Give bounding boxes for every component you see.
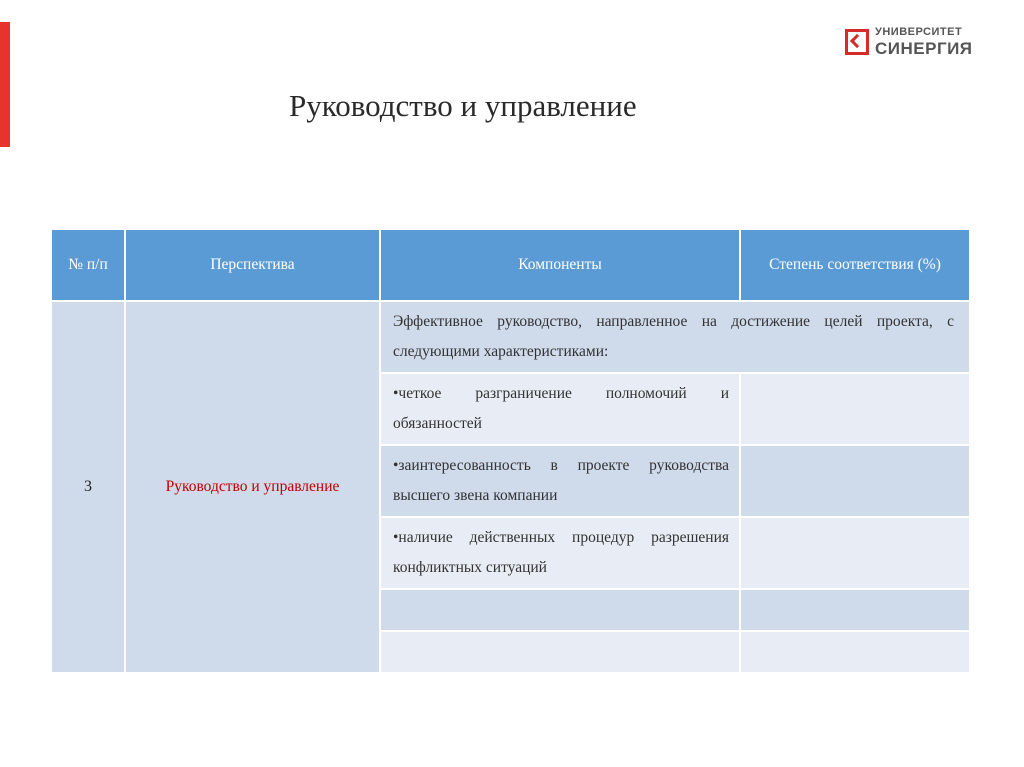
assessment-table bbox=[50, 228, 971, 674]
component-cell bbox=[380, 517, 740, 589]
component-text: •четкое разграничение полномочий и обязанностей bbox=[393, 385, 729, 432]
compliance-cell[interactable] bbox=[740, 373, 970, 445]
component-cell bbox=[380, 631, 740, 673]
component-intro-cell bbox=[380, 301, 970, 373]
header-number: № п/п bbox=[51, 229, 125, 301]
header-components: Компоненты bbox=[380, 229, 740, 301]
left-accent-bar bbox=[0, 22, 10, 147]
assessment-table-wrapper bbox=[50, 228, 971, 674]
component-text: Эффективное руководство, направленное на достижение целей проекта, с следующими характеристиками: bbox=[393, 313, 954, 360]
perspective-cell: Руководство и управление bbox=[125, 301, 380, 673]
compliance-cell[interactable] bbox=[740, 589, 970, 631]
header-perspective: Перспектива bbox=[125, 229, 380, 301]
slide-title: Руководство и управление bbox=[289, 88, 637, 123]
compliance-cell[interactable] bbox=[740, 445, 970, 517]
component-cell bbox=[380, 373, 740, 445]
table-row bbox=[51, 301, 970, 373]
table-header-row bbox=[51, 229, 970, 301]
logo-line-1: УНИВЕРСИТЕТ bbox=[875, 26, 963, 38]
compliance-cell[interactable] bbox=[740, 517, 970, 589]
header-compliance: Степень соответствия (%) bbox=[740, 229, 970, 301]
component-cell bbox=[380, 589, 740, 631]
synergy-logo-icon bbox=[845, 29, 869, 55]
row-number-cell: 3 bbox=[51, 301, 125, 673]
component-cell bbox=[380, 445, 740, 517]
compliance-cell[interactable] bbox=[740, 631, 970, 673]
component-text: •заинтересованность в проекте руководства высшего звена компании bbox=[393, 457, 729, 504]
university-logo bbox=[845, 27, 973, 57]
component-text: •наличие действенных процедур разрешения конфликтных ситуаций bbox=[393, 529, 729, 576]
logo-line-2: СИНЕРГИЯ bbox=[875, 39, 973, 58]
